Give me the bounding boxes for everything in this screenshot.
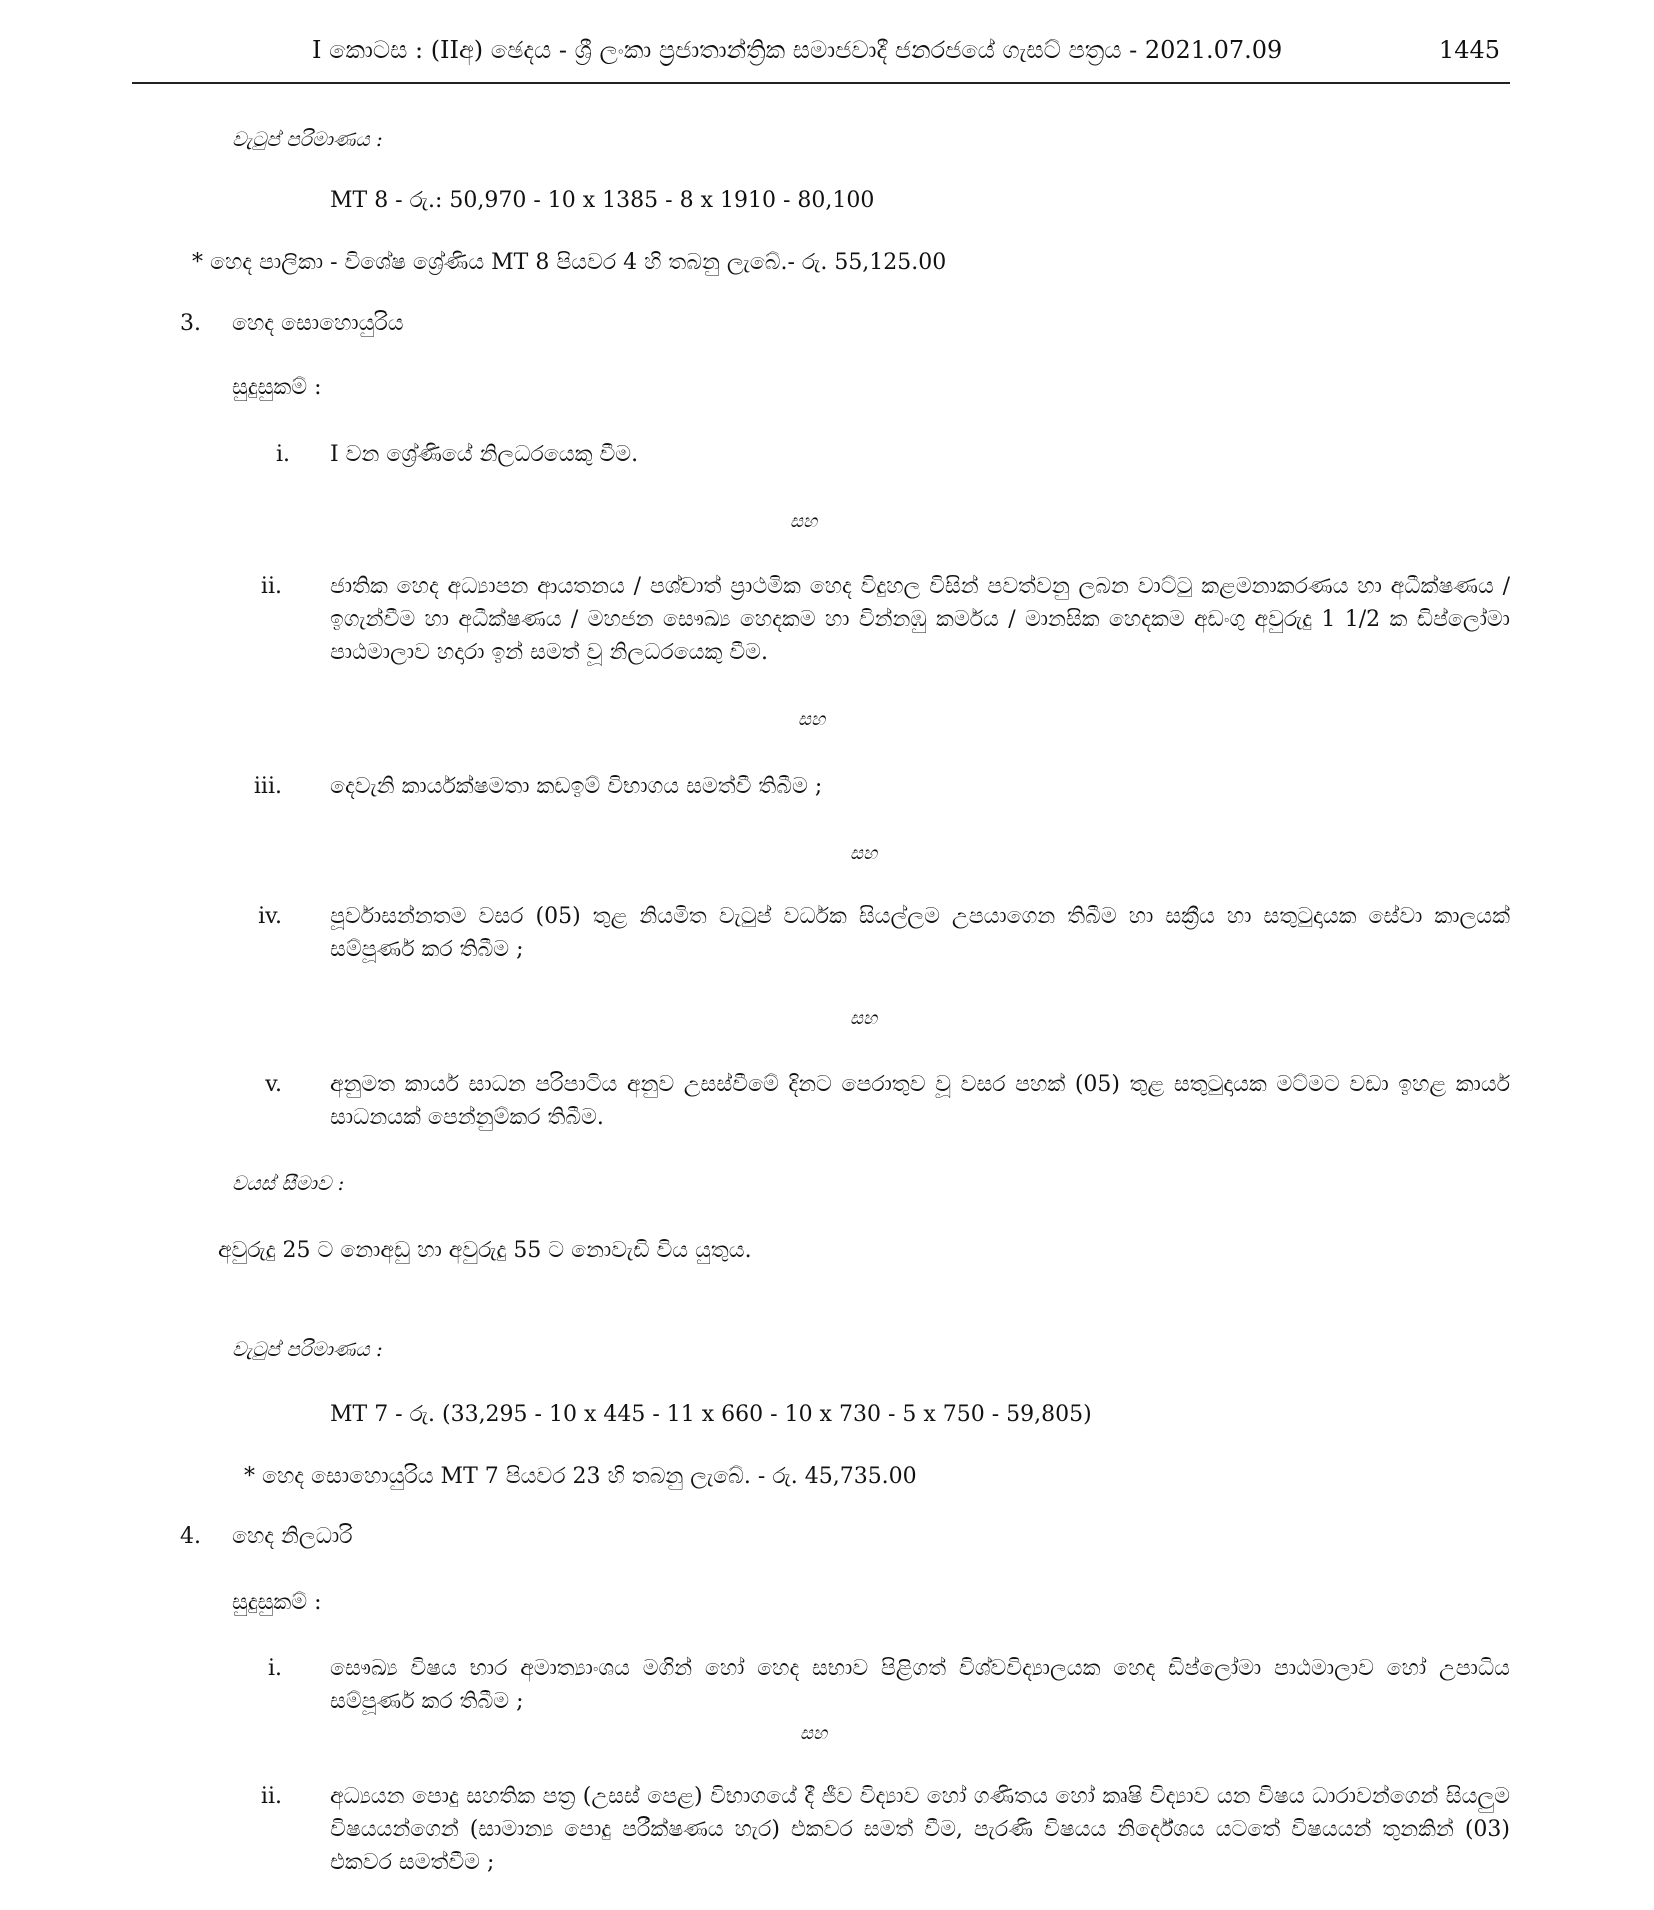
section-4-qualifications-heading: සුදුසුකම් : (232, 1590, 322, 1615)
section-3-item-5-number: v. (265, 1072, 282, 1097)
section-4-title: හෙද නිලධාරි (232, 1524, 353, 1549)
page-number: 1445 (1438, 36, 1500, 64)
salary-scale-top: MT 8 - රු.: 50,970 - 10 x 1385 - 8 x 1910 - 80,100 (330, 188, 875, 213)
section-4-item-2-number: ii. (260, 1784, 282, 1809)
section-3-item-3-text: දෙවැනි කාර්යක්ෂමතා කඩඉම් විභාගය සමත්වී තිබීම ; (330, 774, 823, 799)
salary-heading-section-3: වැටුප් පරිමාණය : (232, 1337, 383, 1361)
section-3-item-3-number: iii. (253, 774, 282, 799)
age-limit-heading: වයස් සීමාව : (232, 1171, 345, 1195)
saha-connector-2: සහ (798, 709, 826, 730)
section-3-item-4-text: පූර්වාසන්නතම වසර (05) තුළ නියමිත වැටුප් වර්ධක සියල්ලම උපයාගෙන තිබීම හා සක්‍රීය හා සතුටුදායක සේවා කාලයක් සම්පූර්ණ කර තිබීම ; (330, 904, 1510, 962)
section-3-item-2-number: ii. (260, 574, 282, 599)
page-header (132, 32, 1510, 84)
section-3-item-1-number: i. (275, 442, 290, 467)
saha-connector-1: සහ (790, 511, 818, 532)
section-4-item-2-text: අධ්‍යයන පොදු සහතික පත්‍ර (උසස් පෙළ) විභාගයේ දී ජීව විද්‍යාව හෝ ගණිතය හෝ කෘෂි විද්‍යාව යන විෂය ධාරාවන්ගෙන් සියලුම විෂයයන්ගෙන් (සාමාන්‍ය පොදු පරීක්ෂණය හැර) එකවර සමත් වීම, පැරණි විෂයය නිර්දේශය යටතේ විෂයයන් තුනකින් (03) එකවර සමත්වීම ; (330, 1784, 1510, 1875)
section-3-item-4-number: iv. (258, 904, 282, 929)
section-3-item-5-text: අනුමත කාර්ය සාධන පරිපාටිය අනුව උසස්වීමේ දිනට පෙරාතුව වූ වසර පහක් (05) තුළ සතුටුදායක මට්මට වඩා ඉහළ කාර්ය සාධනයක් පෙන්නුම්කර තිබීම. (330, 1072, 1510, 1130)
saha-connector-3: සහ (850, 843, 878, 864)
section-4-item-1-text: සෞඛ්‍ය විෂය භාර අමාත්‍යාංශය මගින් හෝ හෙද සභාව පිළිගත් විශ්වවිද්‍යාලයක හෙද ඩිප්ලෝමා පාඨමාලාව හෝ උපාධිය සම්පූර්ණ කර තිබීම ; (330, 1656, 1510, 1714)
section-3-item-2-text: ජාතික හෙද අධ්‍යාපන ආයතනය / පශ්චාත් ප්‍රාථමික හෙද විදුහල විසින් පවත්වනු ලබන වාට්ටු කළමනාකරණය හා අධීක්ෂණය / ඉගැන්වීම හා අධීක්ෂණය / මහජන සෞඛ්‍ය හෙදකම හා වින්නඹු කර්මය / මානසික හෙදකම අඩංගු අවුරුදු 1 1/2 ක ඩිප්ලෝමා පාඨමාලාව හදාරා ඉන් සමත් වූ නිලධරයෙකු වීම. (330, 574, 1510, 665)
header-title: I කොටස : (IIඅ) ඡෙදය - ශ්‍රී ලංකා ප්‍රජාතාන්ත්‍රික සමාජවාදී ජනරජයේ ගැසට් පත්‍රය - 2021.07.09 (312, 36, 1283, 64)
section-3-title: හෙද සොහොයුරිය (232, 311, 404, 336)
salary-scale-section-3: MT 7 - රු. (33,295 - 10 x 445 - 11 x 660 - 10 x 730 - 5 x 750 - 59,805) (330, 1402, 1092, 1427)
saha-connector-4: සහ (850, 1008, 878, 1029)
salary-note-top: * හෙද පාලිකා - විශේෂ ශ්‍රේණිය MT 8 පියවර 4 හි තබනු ලැබේ.- රු. 55,125.00 (192, 250, 947, 275)
section-3-number: 3. (180, 311, 201, 336)
section-3-item-1-text: I වන ශ්‍රේණියේ නිලධරයෙකු වීම. (330, 442, 639, 467)
saha-connector-5: සහ (800, 1723, 828, 1744)
section-4-number: 4. (180, 1524, 201, 1549)
salary-heading-top: වැටුප් පරිමාණය : (232, 127, 383, 151)
age-limit-text: අවුරුදු 25 ට නොඅඩු හා අවුරුදු 55 ට නොවැඩි විය යුතුය. (218, 1238, 752, 1263)
section-3-qualifications-heading: සුදුසුකම් : (232, 375, 322, 400)
salary-note-section-3: * හෙද සොහොයුරිය MT 7 පියවර 23 හි තබනු ලැබේ. - රු. 45,735.00 (244, 1464, 917, 1489)
section-4-item-1-number: i. (267, 1656, 282, 1681)
